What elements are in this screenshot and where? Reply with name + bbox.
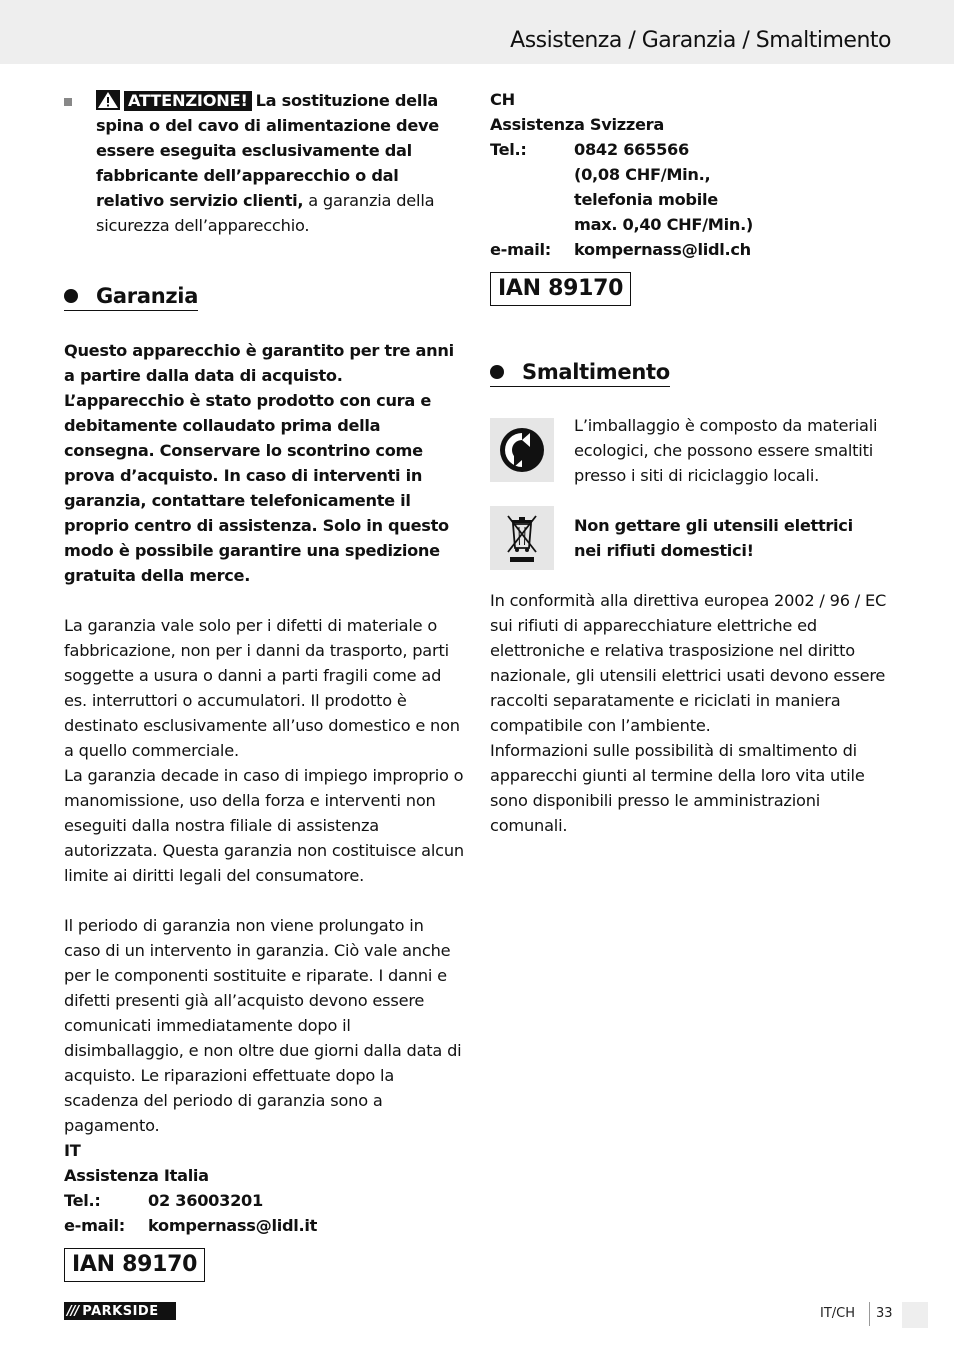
email-value: kompernass@lidl.it xyxy=(148,1216,318,1235)
garanzia-para-1: La garanzia vale solo per i difetti di materiale o fabbricazione, non per i danni da trasporto, parti soggette a usura o danni a parti fragili come ad es. interruttori o accumulatori. Il prodotto è destinato esclusivamente all’uso domestico e non a quello commerciale. xyxy=(64,616,460,760)
tel-value: 02 36003201 xyxy=(148,1191,263,1210)
list-bullet xyxy=(64,98,72,106)
brand-mark: /// xyxy=(67,1303,79,1319)
brand-name: PARKSIDE xyxy=(82,1303,159,1319)
smaltimento-heading xyxy=(490,360,670,387)
garanzia-intro: Questo apparecchio è garantito per tre anni a partire dalla data di acquisto. L’apparecchio è stato prodotto con cura e debitamente collaudato prima della consegna. Conservare lo scontrino come prova d’acquisto. In caso di interventi in garanzia, contattare telefonicamente il proprio centro di assistenza. Solo in questo modo è possibile garantire una spedizione gratuita della merce. xyxy=(64,341,454,585)
warning-notice xyxy=(96,88,462,238)
tel-line: telefonia mobile xyxy=(574,190,718,209)
garanzia-para-2: La garanzia decade in caso di impiego improprio o manomissione, uso della forza e interventi non eseguiti dalla nostra filiale di assistenza autorizzata. Questa garanzia non costituisce alcun limite ai diritti legali del consumatore. xyxy=(64,766,464,885)
contact-ch xyxy=(490,87,890,262)
heading-bullet xyxy=(490,365,504,379)
tel-label: Tel.: xyxy=(64,1191,101,1210)
smaltimento-heading-text: Smaltimento xyxy=(522,360,670,384)
green-dot-recycle-icon xyxy=(490,418,554,482)
page-number: 33 xyxy=(876,1306,893,1321)
tel-label: Tel.: xyxy=(490,140,527,159)
tel-values xyxy=(574,137,753,237)
email-value: kompernass@lidl.ch xyxy=(574,240,751,259)
contact-it-service: Assistenza Italia xyxy=(64,1166,209,1185)
smaltimento-para-1: In conformità alla direttiva europea 2002 / 96 / EC sui rifiuti di apparecchiature elettriche ed elettroniche e relativa trasposizione nel diritto nazionale, gli utensili elettrici usati devono essere raccolti separatamente e riciclati in maniera compatibile con l’ambiente. xyxy=(490,591,887,735)
contact-ch-email-row xyxy=(490,237,890,262)
contact-it-email-row xyxy=(64,1213,464,1238)
contact-ch-tel-row xyxy=(490,137,890,237)
crossed-bin-icon xyxy=(490,506,554,570)
warning-bold-text: La sostituzione della spina o del cavo di alimentazione deve essere eseguita esclusivamente dal fabbricante dell’apparecchio o dal relativo servizio clienti, xyxy=(96,91,439,210)
contact-it-country: IT xyxy=(64,1141,81,1160)
warning-label: ATTENZIONE! xyxy=(124,91,252,111)
tel-line: 0842 665566 xyxy=(574,140,689,159)
garanzia-para-3: Il periodo di garanzia non viene prolungato in caso di un intervento in garanzia. Ciò vale anche per le componenti sostituite e riparate. I danni e difetti presenti già all’acquisto devono essere comunicati immediatamente dopo il disimballaggio, e non oltre due giorni dalla data di acquisto. Le riparazioni effettuate dopo la scadenza del periodo di garanzia sono a pagamento. xyxy=(64,916,462,1135)
email-label: e-mail: xyxy=(64,1216,125,1235)
warning-normal-text: a garanzia della sicurezza dell’apparecchio. xyxy=(96,191,435,235)
tel-line: (0,08 CHF/Min., xyxy=(574,165,711,184)
footer-box xyxy=(902,1302,928,1328)
packaging-text: L’imballaggio è composto da materiali ecologici, che possono essere smaltiti presso i siti di riciclaggio locali. xyxy=(574,416,878,485)
parkside-logo xyxy=(64,1302,176,1320)
smaltimento-para-2: Informazioni sulle possibilità di smaltimento di apparecchi giunti al termine della loro vita utile sono disponibili presso le amministrazioni comunali. xyxy=(490,741,865,835)
ian-box-it: IAN 89170 xyxy=(64,1248,205,1282)
warning-triangle-icon xyxy=(96,90,120,110)
contact-ch-country: CH xyxy=(490,90,515,109)
email-label: e-mail: xyxy=(490,240,551,259)
garanzia-heading-text: Garanzia xyxy=(96,284,199,308)
page-title: Assistenza / Garanzia / Smaltimento xyxy=(510,28,891,53)
contact-it xyxy=(64,1138,464,1238)
contact-it-tel-row xyxy=(64,1188,464,1213)
ian-box-ch: IAN 89170 xyxy=(490,272,631,306)
footer-divider xyxy=(869,1302,870,1326)
footer-locale: IT/CH xyxy=(820,1306,856,1321)
contact-ch-service: Assistenza Svizzera xyxy=(490,115,664,134)
heading-bullet xyxy=(64,289,78,303)
garanzia-heading xyxy=(64,284,198,311)
weee-warning-text: Non gettare gli utensili elettrici nei rifiuti domestici! xyxy=(574,516,853,560)
tel-line: max. 0,40 CHF/Min.) xyxy=(574,215,754,234)
